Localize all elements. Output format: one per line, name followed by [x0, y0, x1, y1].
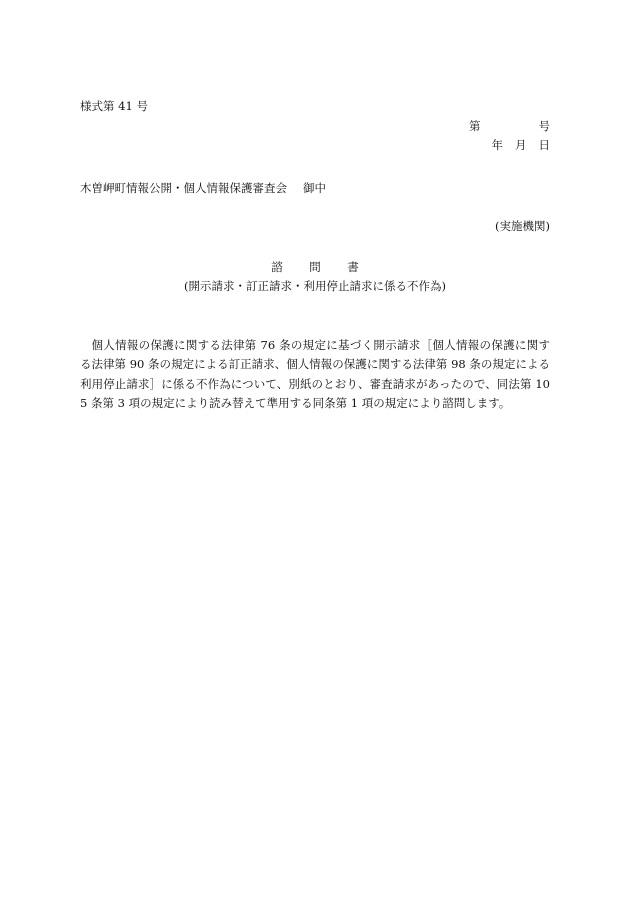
document-date — [492, 137, 551, 153]
date-month: 月 — [515, 138, 527, 152]
document-title — [0, 259, 630, 275]
document-number — [469, 118, 550, 134]
document-subtitle: (開示請求・訂正請求・利用停止請求に係る不作為) — [184, 279, 446, 293]
title-char-2: 問 — [309, 260, 321, 274]
date-year: 年 — [491, 138, 503, 152]
sender-organization: (実施機関) — [495, 219, 550, 233]
document-number-suffix: 号 — [538, 119, 550, 133]
addressee — [80, 180, 326, 196]
title-char-1: 諮 — [271, 260, 283, 274]
form-number: 様式第 41 号 — [80, 99, 148, 113]
addressee-name: 木曽岬町情報公開・個人情報保護審査会 — [80, 181, 287, 195]
title-char-3: 書 — [347, 260, 359, 274]
date-day: 日 — [538, 138, 550, 152]
document-number-prefix: 第 — [469, 119, 481, 133]
addressee-honorific: 御中 — [303, 181, 326, 195]
body-paragraph: 個人情報の保護に関する法律第 76 条の規定に基づく開示請求［個人情報の保護に関する法律第 90 条の規定による訂正請求、個人情報の保護に関する法律第 98 条の規定による利用停止請求］に係る不作為について、別紙のとおり、審査請求があったので、同法第 105 条第 3 項の規定により読み替えて準用する同条第 1 項の規定により諮問します。 — [80, 338, 550, 410]
